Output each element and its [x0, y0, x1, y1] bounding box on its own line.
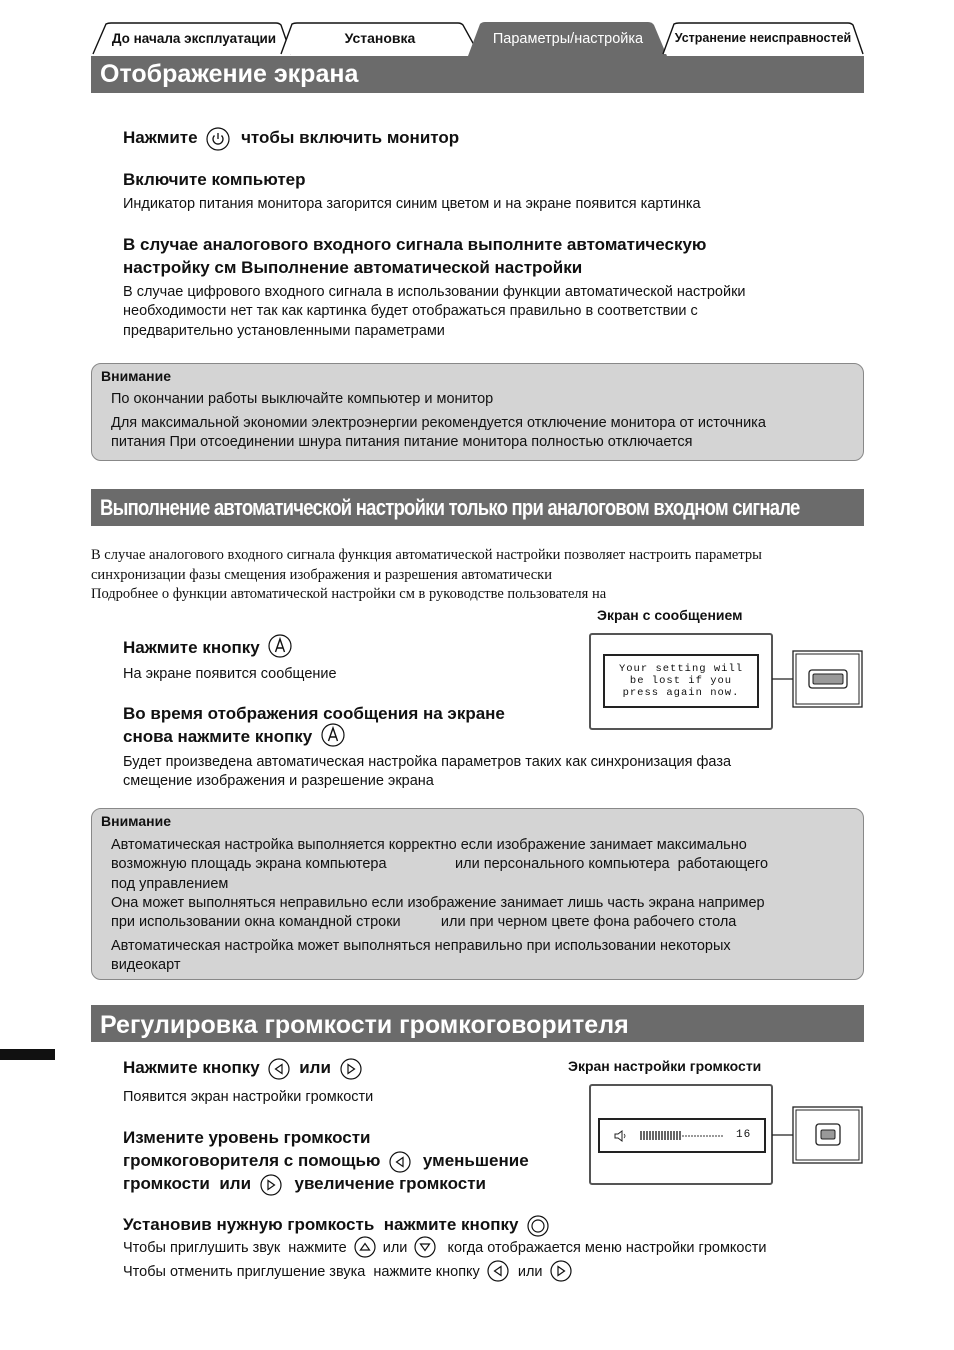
- attention-title: Внимание: [101, 813, 171, 829]
- volume-tick: [700, 1135, 702, 1137]
- attention-line: Она может выполняться неправильно если изображение занимает лишь часть экрана например: [111, 895, 765, 911]
- step-text: Нажмите: [123, 128, 198, 147]
- right-arrow-button-icon: [260, 1174, 282, 1196]
- volume-tick: [691, 1135, 693, 1137]
- step-text: увеличение громкости: [294, 1174, 486, 1193]
- volume-tick: [643, 1131, 645, 1140]
- attention-line: По окончании работы выключайте компьютер и монитор: [111, 391, 494, 407]
- volume-tick: [664, 1131, 666, 1140]
- volume-tick: [706, 1135, 708, 1137]
- left-arrow-button-icon: [389, 1151, 411, 1173]
- step-text: чтобы включить монитор: [241, 128, 460, 147]
- volume-tick: [658, 1131, 660, 1140]
- tab-bar: [92, 22, 864, 56]
- mute-instruction: [123, 1238, 766, 1258]
- right-arrow-button-icon: [340, 1058, 362, 1080]
- volume-tick: [712, 1135, 714, 1137]
- step-press-again-title-1: Во время отображения сообщения на экране: [123, 704, 505, 723]
- step-press-again-text-2: смещение изображения и разрешение экрана: [123, 773, 434, 789]
- volume-screen-illustration: [589, 1084, 773, 1185]
- attention-line: Автоматическая настройка выполняется корректно если изображение занимает максимально: [111, 837, 747, 853]
- tab-label: Установка: [344, 30, 416, 46]
- attention-box: [91, 808, 864, 980]
- auto-button-icon: [321, 723, 345, 747]
- attention-line: Для максимальной экономии электроэнергии рекомендуется отключение монитора от источника: [111, 415, 766, 431]
- step-press-volume-text: Появится экран настройки громкости: [123, 1089, 374, 1105]
- volume-level-bar: [640, 1131, 726, 1140]
- monitor-button-closeup: [772, 649, 864, 709]
- step-text: уменьшение: [422, 1151, 529, 1170]
- volume-tick: [661, 1131, 663, 1140]
- volume-tick: [721, 1135, 723, 1137]
- step-text: снова нажмите кнопку: [123, 727, 313, 746]
- volume-tick: [667, 1131, 669, 1140]
- volume-tick: [718, 1135, 720, 1137]
- step-text: или: [299, 1058, 331, 1077]
- volume-tick: [709, 1135, 711, 1137]
- speaker-icon: [614, 1130, 628, 1142]
- intro-line: Подробнее о функции автоматической настройки см в руководстве пользователя на: [91, 586, 607, 602]
- enter-button-icon: [527, 1215, 549, 1237]
- volume-screen-caption: Экран настройки громкости: [568, 1058, 762, 1074]
- attention-line: питания При отсоединении шнура питания питание монитора полностью отключается: [111, 434, 693, 450]
- section-title-text: Выполнение автоматической настройки только при аналоговом входном сигнале: [100, 495, 800, 520]
- message-screen-caption: Экран с сообщением: [597, 607, 743, 623]
- volume-tick: [652, 1131, 654, 1140]
- text: или: [517, 1264, 543, 1280]
- step-auto-adjust-text-1: В случае цифрового входного сигнала в использовании функции автоматической настройки: [123, 284, 746, 300]
- message-line: be lost if you: [629, 675, 733, 687]
- volume-value: 16: [736, 1129, 752, 1141]
- step-text: громкоговорителя с помощью: [123, 1151, 381, 1170]
- page-edge-marker: [0, 1049, 55, 1060]
- volume-tick: [694, 1135, 696, 1137]
- step-text: Нажмите кнопку: [123, 1058, 260, 1077]
- message-line: press again now.: [622, 687, 740, 699]
- volume-tick: [646, 1131, 648, 1140]
- step-change-volume-3: [123, 1172, 486, 1196]
- step-auto-adjust-text-2: необходимости нет так как картинка будет отображаться правильно в соответствии с: [123, 303, 698, 319]
- volume-dialog: [598, 1118, 766, 1153]
- step-press-auto-text: На экране появится сообщение: [123, 666, 337, 682]
- left-arrow-button-icon: [487, 1260, 509, 1282]
- volume-tick: [682, 1135, 684, 1137]
- intro-line: В случае аналогового входного сигнала функция автоматической настройки позволяет настроить параметры: [91, 547, 762, 563]
- power-icon: [206, 127, 230, 151]
- step-auto-adjust-title-2: настройку см Выполнение автоматической настройки: [123, 258, 583, 277]
- tab-label: Параметры/настройка: [492, 31, 644, 47]
- step-text: громкости или: [123, 1174, 252, 1193]
- volume-tick: [649, 1131, 651, 1140]
- up-arrow-button-icon: [354, 1236, 376, 1258]
- left-arrow-button-icon: [268, 1058, 290, 1080]
- attention-line: под управлением: [111, 876, 229, 892]
- step-press-again-text-1: Будет произведена автоматическая настройка параметров таких как синхронизация фаза: [123, 754, 732, 770]
- volume-tick: [640, 1131, 642, 1140]
- volume-tick: [670, 1131, 672, 1140]
- section-title-auto-adjust: [91, 489, 864, 526]
- text: Чтобы приглушить звук нажмите: [123, 1240, 347, 1256]
- text: Чтобы отменить приглушение звука нажмите кнопку: [123, 1264, 480, 1280]
- volume-tick: [715, 1135, 717, 1137]
- step-press-again-title-2: [123, 725, 345, 748]
- tab-troubleshooting[interactable]: [662, 22, 864, 55]
- tab-label: До начала эксплуатации: [111, 31, 277, 46]
- monitor-button-closeup: [772, 1105, 864, 1165]
- attention-box: [91, 363, 864, 461]
- step-auto-adjust-title-1: В случае аналогового входного сигнала выполните автоматическую: [123, 235, 707, 254]
- step-text: Установив нужную громкость нажмите кнопку: [123, 1215, 519, 1234]
- volume-tick: [679, 1131, 681, 1140]
- attention-line: при использовании окна командной строки или при черном цвете фона рабочего стола: [111, 914, 737, 930]
- volume-tick: [688, 1135, 690, 1137]
- attention-line: видеокарт: [111, 957, 181, 973]
- step-turn-on-pc: Включите компьютер: [123, 170, 306, 189]
- tab-before-use[interactable]: [92, 22, 292, 55]
- message-line: Your setting will: [618, 663, 744, 675]
- volume-tick: [676, 1131, 678, 1140]
- step-text: Нажмите кнопку: [123, 638, 260, 657]
- step-auto-adjust-text-3: предварительно установленными параметрами: [123, 323, 445, 339]
- volume-tick: [685, 1135, 687, 1137]
- step-turn-on-pc-text: Индикатор питания монитора загорится синим цветом и на экране появится картинка: [123, 196, 701, 212]
- attention-line: возможную площадь экрана компьютера или персонального компьютера работающего: [111, 856, 769, 872]
- tab-label: Устранение неисправностей: [674, 31, 852, 45]
- step-change-volume-1: Измените уровень громкости: [123, 1128, 371, 1147]
- down-arrow-button-icon: [414, 1236, 436, 1258]
- volume-tick: [655, 1131, 657, 1140]
- volume-tick: [697, 1135, 699, 1137]
- auto-button-icon: [268, 634, 292, 658]
- volume-tick: [703, 1135, 705, 1137]
- text: или: [382, 1240, 408, 1256]
- attention-title: Внимание: [101, 368, 171, 384]
- step-change-volume-2: [123, 1149, 529, 1173]
- attention-line: Автоматическая настройка может выполняться неправильно при использовании некоторых: [111, 938, 731, 954]
- message-dialog: [603, 654, 759, 708]
- tab-installation[interactable]: [280, 22, 480, 55]
- unmute-instruction: [123, 1262, 572, 1282]
- step-press-auto-button: [123, 636, 292, 659]
- section-title-volume: Регулировка громкости громкоговорителя: [91, 1005, 864, 1042]
- text: когда отображается меню настройки громкости: [447, 1240, 767, 1256]
- step-power-on: [123, 126, 459, 151]
- intro-line: синхронизации фазы смещения изображения и разрешения автоматически: [91, 567, 552, 583]
- tab-settings[interactable]: [468, 22, 668, 55]
- right-arrow-button-icon: [550, 1260, 572, 1282]
- step-confirm-volume: [123, 1213, 549, 1237]
- volume-tick: [673, 1131, 675, 1140]
- section-title-display: Отображение экрана: [91, 56, 864, 93]
- step-press-volume-button: [123, 1056, 362, 1080]
- monitor-screen-illustration: [589, 633, 773, 730]
